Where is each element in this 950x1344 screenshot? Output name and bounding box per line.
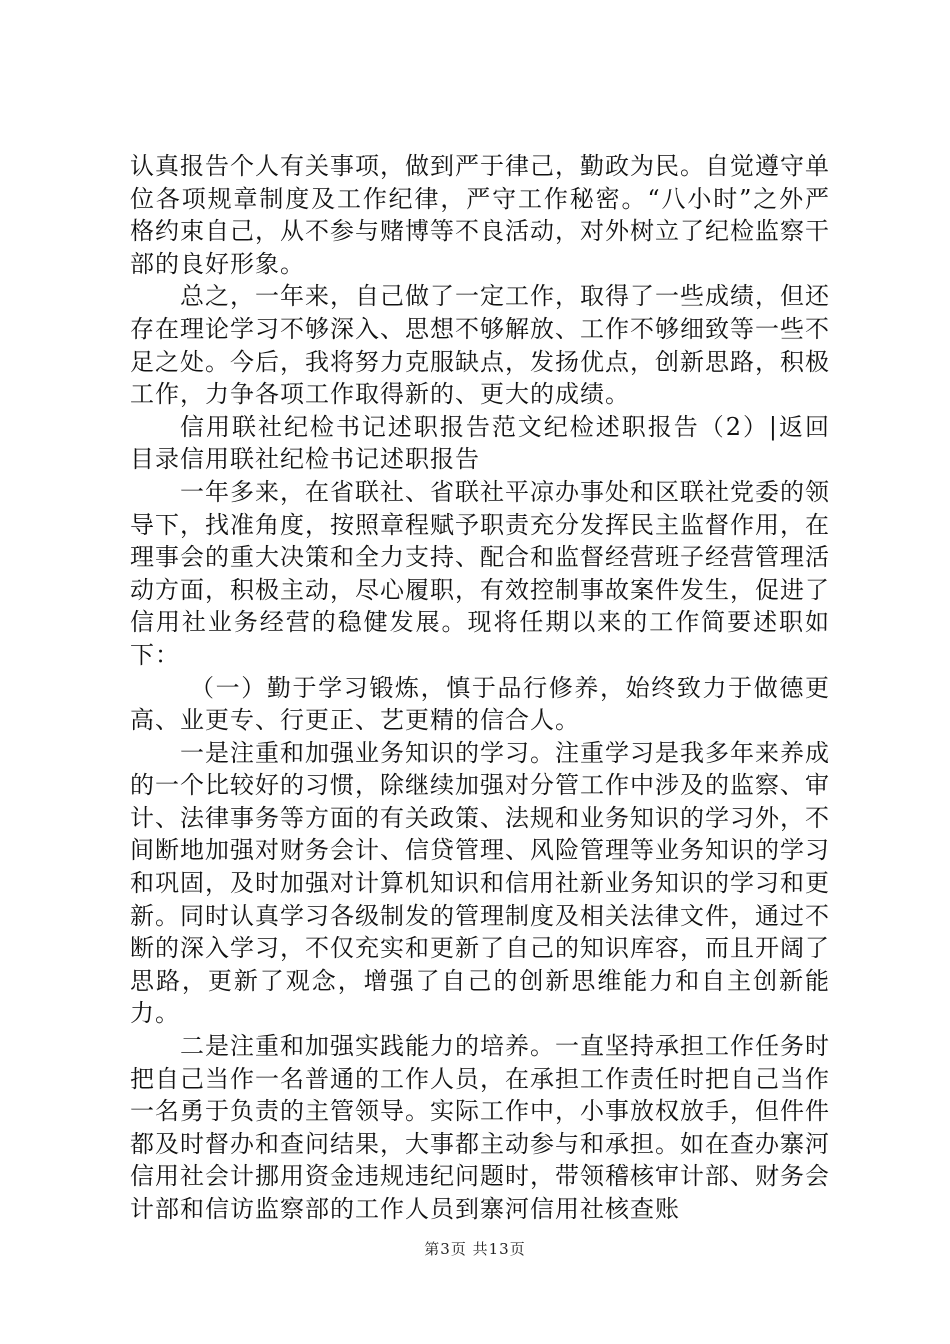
paragraph-3: 一年多来，在省联社、省联社平凉办事处和区联社党委的领导下，找准角度，按照章程赋予职责充分发挥民主监督作用，在理事会的重大决策和全力支持、配合和监督经营班子经营管理活动方面，积极主动，尽心履职，有效控制事故案件发生，促进了信用社业务经营的稳健发展。现将任期以来的工作简要述职如下： xyxy=(130,477,830,669)
page-number-footer: 第3页 共13页 xyxy=(424,1240,526,1258)
paragraph-2: 总之，一年来，自己做了一定工作，取得了一些成绩，但还存在理论学习不够深入、思想不够解放、工作不够细致等一些不足之处。今后，我将努力克服缺点，发扬优点，创新思路，积极工作，力争各项工作取得新的、更大的成绩。 xyxy=(130,282,830,409)
paragraph-6: 二是注重和加强实践能力的培养。一直坚持承担工作任务时把自己当作一名普通的工作人员，在承担工作责任时把自己当作一名勇于负责的主管领导。实际工作中，小事放权放手，但件件都及时督办和查问结果，大事都主动参与和承担。如在查办寨河信用社会计挪用资金违规违纪问题时，带领稽核审计部、财务会计部和信访监察部的工作人员到寨河信用社核查账 xyxy=(130,1032,830,1223)
document-body xyxy=(130,150,830,1226)
paragraph-1: 认真报告个人有关事项，做到严于律己，勤政为民。自觉遵守单位各项规章制度及工作纪律，严守工作秘密。“八小时”之外严格约束自己，从不参与赌博等不良活动，对外树立了纪检监察干部的良好形象。 xyxy=(130,152,830,278)
paragraph-5: 一是注重和加强业务知识的学习。注重学习是我多年来养成的一个比较好的习惯，除继续加强对分管工作中涉及的监察、审计、法律事务等方面的有关政策、法规和业务知识的学习外，不间断地加强对财务会计、信贷管理、风险管理等业务知识的学习和巩固，及时加强对计算机知识和信用社新业务知识的学习和更新。同时认真学习各级制发的管理制度及相关法律文件，通过不断的深入学习，不仅充实和更新了自己的知识库容，而且开阔了思路，更新了观念，增强了自己的创新思维能力和自主创新能力。 xyxy=(130,738,830,1028)
section-heading-link: 信用联社纪检书记述职报告范文纪检述职报告（2）|返回目录信用联社纪检书记述职报告 xyxy=(130,412,830,474)
paragraph-4: （一）勤于学习锻炼，慎于品行修养，始终致力于做德更高、业更专、行更正、艺更精的信合人。 xyxy=(130,673,830,735)
